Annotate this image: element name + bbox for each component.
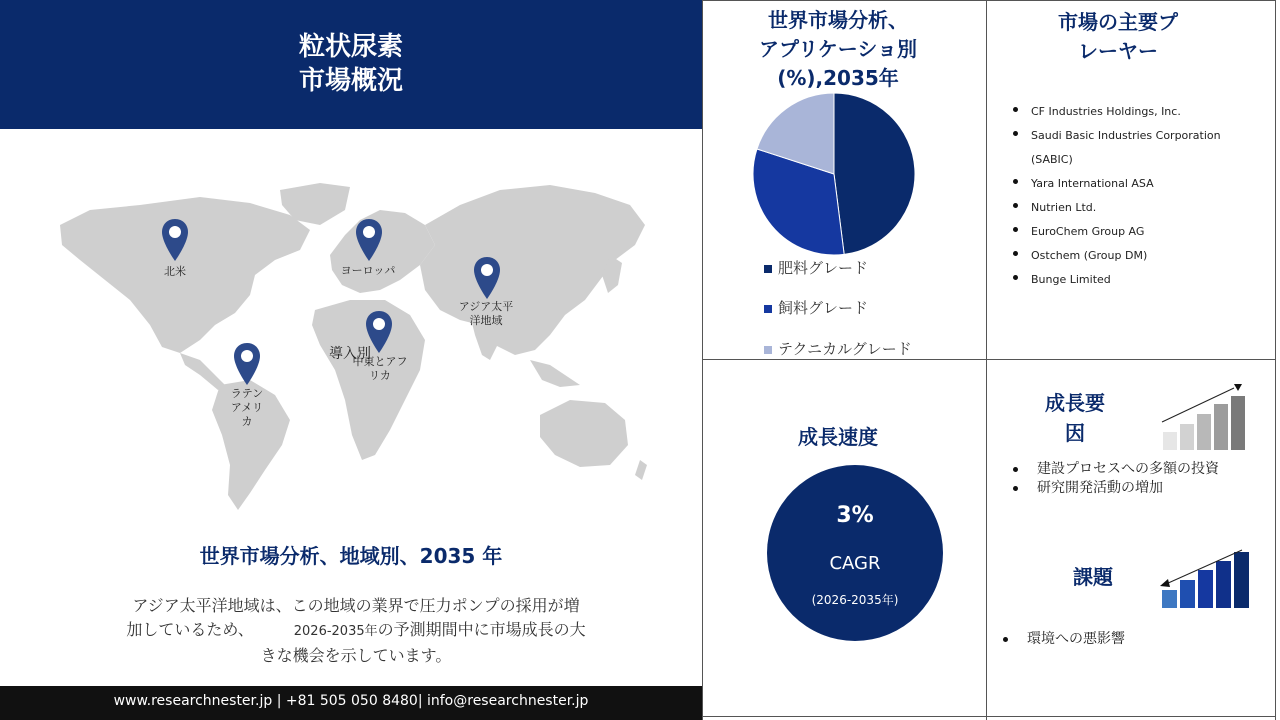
legend-label-feed: 飼料グレード bbox=[778, 299, 869, 317]
pie-slice-fertilizer bbox=[834, 93, 915, 254]
growth-drivers-title bbox=[1032, 388, 1118, 448]
growth-rate-title: 成長速度 bbox=[798, 425, 878, 449]
legend-swatch-fertilizer bbox=[764, 265, 772, 273]
region-desc-line1: アジア太平洋地域は、この地域の業界で圧力ポンプの採用が増 bbox=[132, 596, 580, 615]
cagr-period: (2026-2035年) bbox=[811, 593, 899, 607]
overview-header bbox=[0, 0, 702, 129]
divider-horizontal bbox=[702, 359, 1276, 360]
pie-title-line1: 世界市場分析、 bbox=[768, 8, 908, 32]
region-desc-line3: きな機会を示しています。 bbox=[260, 646, 452, 665]
driver-item: 建設プロセスへの多額の投資 bbox=[1010, 460, 1270, 479]
legend-swatch-technical bbox=[764, 346, 772, 354]
legend-item-fertilizer bbox=[764, 257, 868, 278]
player-item: CF Industries Holdings, Inc. bbox=[1010, 100, 1270, 124]
cagr-unit: CAGR bbox=[829, 553, 881, 574]
growth-drivers-list bbox=[1010, 460, 1270, 498]
region-analysis-title: 世界市場分析、地域別、2035 年 bbox=[199, 544, 503, 568]
header-title-line2: 市場概況 bbox=[298, 66, 403, 96]
divider-vertical-left bbox=[702, 0, 703, 720]
players-title-line2: レーヤー bbox=[1078, 39, 1158, 63]
rising-bar-chart-icon bbox=[1158, 382, 1250, 452]
player-item: EuroChem Group AG bbox=[1010, 220, 1270, 244]
challenges-title: 課題 bbox=[1073, 565, 1113, 589]
divider-bottom bbox=[702, 716, 1276, 717]
player-item: Yara International ASA bbox=[1010, 172, 1270, 196]
application-pie-chart bbox=[744, 86, 924, 266]
players-title-line1: 市場の主要プ bbox=[1058, 10, 1178, 34]
asia-pacific-pin-icon bbox=[472, 255, 502, 301]
pie-title-line3: (%),2035年 bbox=[777, 66, 899, 90]
legend-label-fertilizer: 肥料グレード bbox=[778, 259, 869, 277]
north-america-pin-icon bbox=[160, 217, 190, 263]
region-desc-line2-a: 加しているため、 bbox=[126, 620, 254, 639]
legend-swatch-feed bbox=[764, 305, 772, 313]
region-desc-line2 bbox=[100, 618, 612, 644]
player-item-continuation: (SABIC) bbox=[1031, 153, 1073, 166]
cagr-circle bbox=[767, 465, 943, 641]
key-players-list bbox=[1010, 100, 1270, 292]
cagr-value: 3% bbox=[836, 503, 874, 528]
key-players-title bbox=[988, 8, 1248, 66]
map-overlay-text: 導入別 bbox=[329, 346, 371, 362]
drivers-title-line1: 成長要 bbox=[1045, 391, 1105, 415]
legend-label-technical: テクニカルグレード bbox=[778, 340, 912, 358]
player-item: Ostchem (Group DM) bbox=[1010, 244, 1270, 268]
region-description bbox=[100, 594, 612, 668]
pin-label-europe: ヨーロッパ bbox=[340, 264, 396, 277]
pin-label-asia-pacific: アジア太平 洋地域 bbox=[458, 300, 514, 327]
header-title-line1: 粒状尿素 bbox=[298, 32, 403, 62]
legend-item-technical bbox=[764, 338, 912, 359]
pie-title-line2: アプリケーショ別 bbox=[759, 37, 917, 61]
pin-label-north-america: 北米 bbox=[164, 265, 186, 278]
pin-label-middle-east-africa: 中東とアフ リカ bbox=[352, 355, 408, 382]
contact-footer: www.researchnester.jp | +81 505 050 8480| info@researchnester.jp bbox=[0, 686, 702, 720]
pin-label-latin-america: ラテン アメリ カ bbox=[230, 387, 264, 428]
pie-chart-title bbox=[704, 6, 972, 93]
challenges-list bbox=[1000, 630, 1260, 649]
player-item: Saudi Basic Industries Corporation bbox=[1010, 124, 1270, 148]
challenge-item: 環境への悪影響 bbox=[1000, 630, 1260, 649]
player-item: Bunge Limited bbox=[1010, 268, 1270, 292]
divider-vertical-middle bbox=[986, 0, 987, 720]
world-map bbox=[50, 175, 650, 520]
legend-item-feed bbox=[764, 297, 868, 318]
region-desc-line2-c: の予測期間中に市場成長の大 bbox=[377, 620, 586, 639]
divider-top bbox=[702, 0, 1276, 1]
challenge-bar-chart-icon bbox=[1158, 548, 1250, 610]
latin-america-pin-icon bbox=[232, 341, 262, 387]
driver-item: 研究開発活動の増加 bbox=[1010, 479, 1270, 498]
europe-pin-icon bbox=[354, 217, 384, 263]
player-item: Nutrien Ltd. bbox=[1010, 196, 1270, 220]
region-desc-period: 2026-2035年 bbox=[293, 624, 378, 639]
divider-vertical-right bbox=[1275, 0, 1276, 720]
drivers-title-line2: 因 bbox=[1065, 421, 1085, 445]
